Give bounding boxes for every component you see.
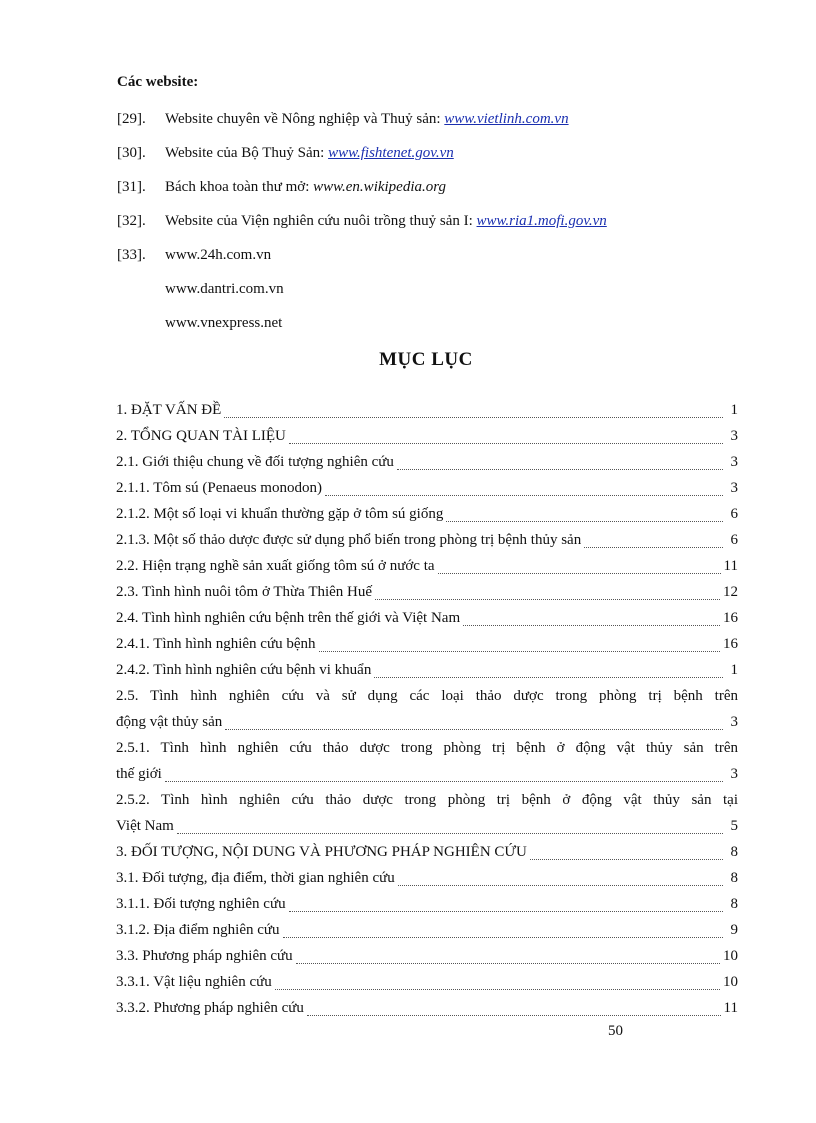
toc-leader: [307, 1014, 721, 1016]
toc-entry[interactable]: [116, 584, 738, 606]
toc-entry[interactable]: [116, 714, 738, 736]
toc-leader: [374, 676, 723, 678]
toc-entry[interactable]: [116, 870, 738, 892]
toc-entry[interactable]: [116, 428, 738, 450]
toc-leader: [289, 910, 723, 912]
toc-entry-text: 2.1.2. Một số loại vi khuẩn thường gặp ở tôm sú giống: [116, 506, 444, 522]
reference-item: [117, 247, 271, 264]
toc-entry-text: 3.3.1. Vật liệu nghiên cứu: [116, 974, 272, 990]
reference-item: [117, 111, 569, 128]
websites-heading: Các website:: [117, 74, 199, 90]
toc-entry-text: 2.1.3. Một số thảo dược được sử dụng phổ biến trong phòng trị bệnh thủy sản: [116, 532, 582, 548]
toc-page-number: 5: [730, 818, 738, 834]
toc-title: MỤC LỤC: [379, 349, 473, 370]
toc-entry-text: 3.3. Phương pháp nghiên cứu: [116, 948, 293, 964]
toc-entry[interactable]: [116, 506, 738, 528]
toc-leader: [325, 494, 723, 496]
toc-entry-text: 1. ĐẶT VẤN ĐỀ: [116, 402, 222, 418]
reference-url: www.en.wikipedia.org: [313, 179, 447, 195]
toc-entry[interactable]: [116, 532, 738, 554]
toc-leader: [397, 468, 723, 470]
toc-entry-wrapped-line[interactable]: 2.5. Tình hình nghiên cứu và sử dụng các loại thảo dược trong phòng trị bệnh trên: [116, 688, 738, 704]
toc-leader: [296, 962, 720, 964]
toc-entry-text: 2.3. Tình hình nuôi tôm ở Thừa Thiên Huế: [116, 584, 373, 600]
toc-entry-text: 2.2. Hiện trạng nghề sản xuất giống tôm sú ở nước ta: [116, 558, 435, 574]
toc-entry-text: 3.3.2. Phương pháp nghiên cứu: [116, 1000, 304, 1016]
toc-page-number: 6: [730, 506, 738, 522]
toc-page-number: 8: [730, 844, 738, 860]
toc-entry[interactable]: [116, 896, 738, 918]
reference-item: [117, 145, 454, 162]
toc-page-number: 11: [723, 1000, 738, 1016]
toc-leader: [165, 780, 723, 782]
reference-text: Website của Bộ Thuỷ Sản:: [165, 145, 329, 161]
reference-extra: www.dantri.com.vn: [165, 281, 284, 297]
reference-number: [31].: [117, 179, 146, 195]
toc-leader: [225, 728, 723, 730]
toc-entry[interactable]: [116, 454, 738, 476]
toc-entry-text: 3.1.1. Đối tượng nghiên cứu: [116, 896, 286, 912]
toc-leader: [584, 546, 723, 548]
reference-number: [33].: [117, 247, 146, 263]
toc-entry-text: 2.4.1. Tình hình nghiên cứu bệnh: [116, 636, 316, 652]
toc-entry[interactable]: [116, 948, 738, 970]
toc-entry-text: 2.1. Giới thiệu chung về đối tượng nghiên cứu: [116, 454, 394, 470]
toc-entry[interactable]: [116, 480, 738, 502]
toc-entry-text: 2. TỔNG QUAN TÀI LIỆU: [116, 428, 286, 444]
reference-item: [117, 179, 446, 196]
toc-entry-wrapped-line[interactable]: 2.5.1. Tình hình nghiên cứu thảo dược trong phòng trị bệnh ở động vật thủy sản trên: [116, 740, 738, 756]
toc-entry[interactable]: [116, 662, 738, 684]
toc-page-number: 12: [723, 584, 738, 600]
toc-leader: [530, 858, 723, 860]
toc-leader: [275, 988, 720, 990]
toc-entry-text: 3. ĐỐI TƯỢNG, NỘI DUNG VÀ PHƯƠNG PHÁP NGHIÊN CỨU: [116, 844, 527, 860]
toc-page-number: 3: [730, 454, 738, 470]
toc-leader: [398, 884, 723, 886]
toc-entry-text: 3.1. Đối tượng, địa điểm, thời gian nghiên cứu: [116, 870, 395, 886]
reference-link[interactable]: www.ria1.mofi.gov.vn: [476, 213, 607, 229]
toc-leader: [375, 598, 720, 600]
toc-page-number: 1: [730, 662, 738, 678]
reference-number: [32].: [117, 213, 146, 229]
toc-entry[interactable]: [116, 818, 738, 840]
toc-page-number: 8: [730, 870, 738, 886]
toc-entry-text: 2.4.2. Tình hình nghiên cứu bệnh vi khuẩn: [116, 662, 372, 678]
toc-entry[interactable]: [116, 1000, 738, 1022]
reference-text: Website của Viện nghiên cứu nuôi trồng thuỷ sản I:: [165, 213, 477, 229]
page-number: 50: [608, 1023, 623, 1039]
toc-entry-text: 3.1.2. Địa điểm nghiên cứu: [116, 922, 280, 938]
toc-page-number: 3: [730, 714, 738, 730]
reference-link[interactable]: www.fishtenet.gov.vn: [328, 145, 454, 161]
toc-entry-wrapped-line[interactable]: 2.5.2. Tình hình nghiên cứu thảo dược trong phòng trị bệnh ở động vật thủy sản tại: [116, 792, 738, 808]
toc-leader: [446, 520, 723, 522]
toc-entry[interactable]: [116, 636, 738, 658]
toc-leader: [283, 936, 723, 938]
toc-leader: [319, 650, 721, 652]
toc-page-number: 16: [723, 636, 738, 652]
toc-page-number: 11: [723, 558, 738, 574]
toc-entry-text: Việt Nam: [116, 818, 174, 834]
reference-number: [29].: [117, 111, 146, 127]
reference-number: [30].: [117, 145, 146, 161]
reference-text: Bách khoa toàn thư mở:: [165, 179, 314, 195]
toc-page-number: 16: [723, 610, 738, 626]
toc-page-number: 10: [723, 974, 738, 990]
toc-entry-text: thế giới: [116, 766, 162, 782]
toc-leader: [438, 572, 721, 574]
toc-entry[interactable]: [116, 922, 738, 944]
reference-item: [117, 213, 607, 230]
reference-text: www.24h.com.vn: [165, 247, 272, 263]
reference-text: Website chuyên về Nông nghiệp và Thuỷ sản:: [165, 111, 445, 127]
toc-page-number: 3: [730, 766, 738, 782]
toc-entry[interactable]: [116, 974, 738, 996]
toc-leader: [463, 624, 720, 626]
toc-page-number: 1: [730, 402, 738, 418]
toc-leader: [224, 416, 723, 418]
toc-entry[interactable]: [116, 844, 738, 866]
reference-link[interactable]: www.vietlinh.com.vn: [444, 111, 569, 127]
toc-page-number: 3: [730, 428, 738, 444]
toc-entry[interactable]: [116, 766, 738, 788]
toc-leader: [289, 442, 723, 444]
toc-entry-text: 2.1.1. Tôm sú (Penaeus monodon): [116, 480, 322, 496]
toc-page-number: 8: [730, 896, 738, 912]
toc-page-number: 9: [730, 922, 738, 938]
toc-entry[interactable]: [116, 610, 738, 632]
toc-entry-text: động vật thủy sản: [116, 714, 223, 730]
toc-leader: [177, 832, 723, 834]
toc-page-number: 3: [730, 480, 738, 496]
toc-page-number: 6: [730, 532, 738, 548]
toc-page-number: 10: [723, 948, 738, 964]
reference-extra: www.vnexpress.net: [165, 315, 283, 331]
toc-entry[interactable]: [116, 558, 738, 580]
toc-entry[interactable]: [116, 402, 738, 424]
toc-entry-text: 2.4. Tình hình nghiên cứu bệnh trên thế giới và Việt Nam: [116, 610, 461, 626]
